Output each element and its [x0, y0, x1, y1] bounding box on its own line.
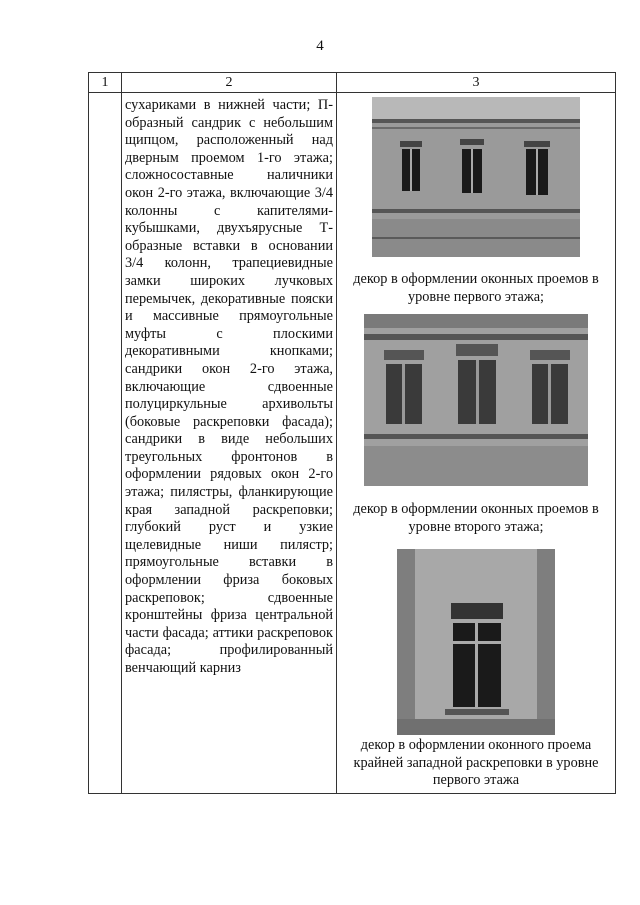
cell-description: [122, 93, 337, 794]
cell-col-1: [89, 93, 122, 794]
facade-photo-first-floor: [372, 97, 580, 257]
figure-3-caption: декор в оформлении оконного проема крайней западной раскреповки в уровне первого этажа: [353, 737, 599, 788]
cell-figures: [337, 93, 616, 794]
facade-photo-second-floor: [364, 314, 588, 486]
table-header-row: [89, 73, 616, 93]
document-table: [88, 72, 616, 794]
figure-2-caption: декор в оформлении оконных проемов в уровне второго этажа;: [353, 501, 599, 535]
table-row: [89, 93, 616, 794]
page-number: 4: [316, 38, 324, 54]
header-col-3: 3: [337, 73, 616, 93]
description-text: сухариками в нижней части; П-образный сандрик с небольшим щипцом, расположенный над дверным проемом 1-го этажа; сложносоставные наличники окон 2-го этажа, включающие 3/4 колонны с капителями-кубышками, двухъярусные Т-образные вставки в основании 3/4 колонн, трапециевидные замки широких лучковых перемычек, декоративные пояски и массивные прямоугольные муфты с плоскими декоративными кнопками; сандрики окон 2-го этажа, включающие сдвоенные полуциркульные архивольты (боковые раскреповки фасада); сандрики в виде небольших треугольных фронтонов в оформлении рядовых окон 2-го этажа; пилястры, фланкирующие края западной раскреповки; глубокий руст и узкие щелевидные ниши пилястр; прямоугольные вставки в оформлении фриза боковых раскреповок; сдвоенные кронштейны фриза центральной части фасада; аттики раскреповок фасада; профилированный венчающий карниз: [125, 97, 333, 676]
figure-2: [337, 314, 615, 536]
facade-photo-west-projection: [397, 549, 555, 735]
figure-1: [337, 97, 615, 306]
header-col-2: 2: [122, 73, 337, 93]
figure-1-caption: декор в оформлении оконных проемов в уровне первого этажа;: [353, 271, 599, 305]
figure-3: [337, 549, 615, 790]
header-col-1: 1: [89, 73, 122, 93]
